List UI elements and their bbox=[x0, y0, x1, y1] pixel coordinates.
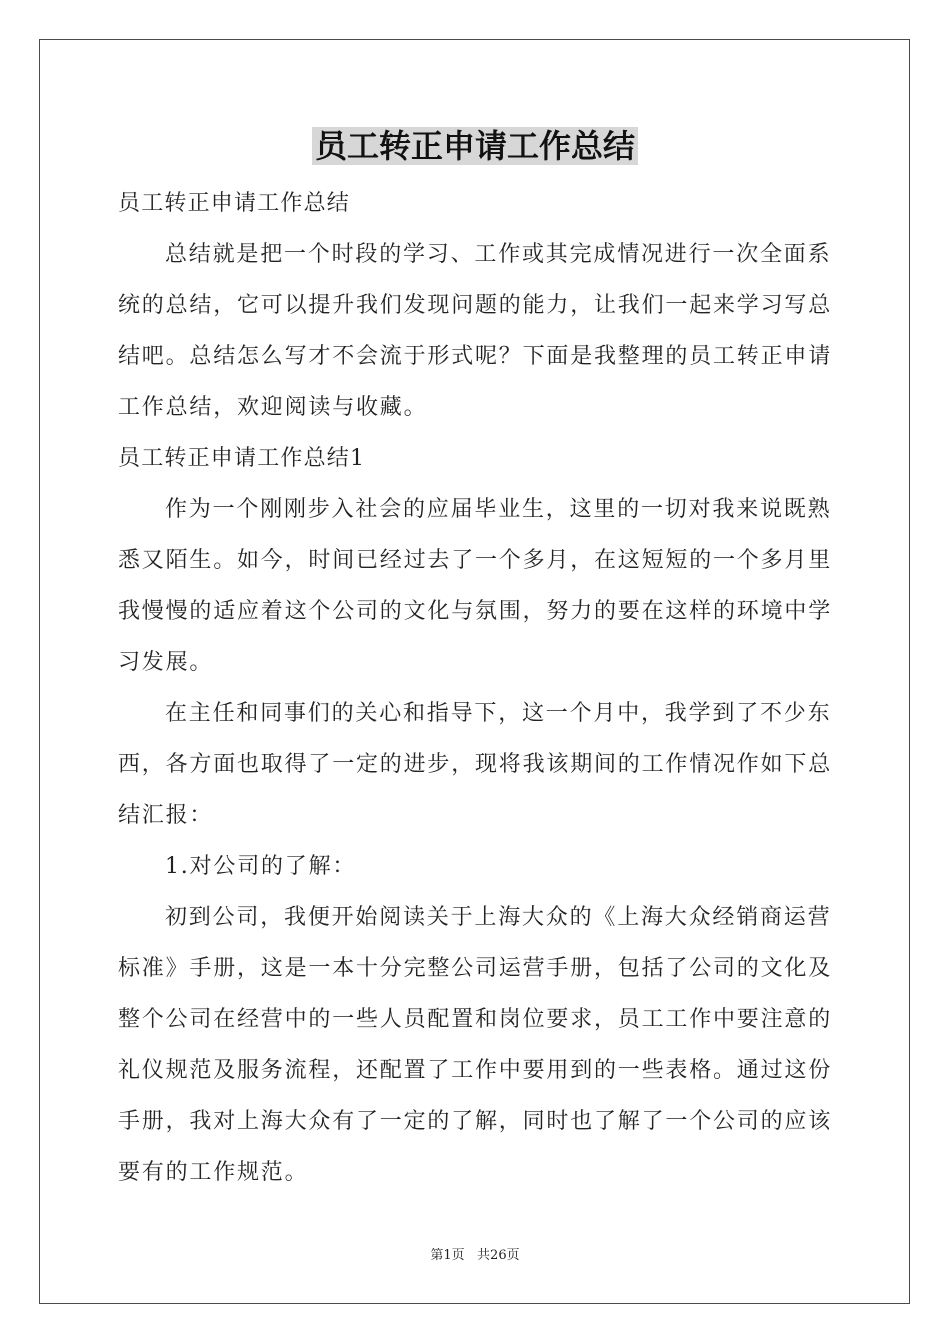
section-heading: 员工转正申请工作总结1 bbox=[118, 446, 366, 471]
page-footer: 第1页 共26页 bbox=[430, 1248, 520, 1263]
body-paragraph: 在主任和同事们的关心和指导下，这一个月中，我学到了不少东西，各方面也取得了一定的进步，现将我该期间的工作情况作如下总结汇报： bbox=[118, 701, 833, 828]
body-paragraph: 作为一个刚刚步入社会的应届毕业生，这里的一切对我来说既熟悉又陌生。如今，时间已经过去了一个多月，在这短短的一个多月里我慢慢的适应着这个公司的文化与氛围，努力的要在这样的环境中学习发展。 bbox=[118, 497, 833, 675]
intro-paragraph: 总结就是把一个时段的学习、工作或其完成情况进行一次全面系统的总结，它可以提升我们发现问题的能力，让我们一起来学习写总结吧。总结怎么写才不会流于形式呢？下面是我整理的员工转正申请工作总结，欢迎阅读与收藏。 bbox=[118, 242, 833, 420]
document-title bbox=[0, 124, 950, 168]
body-paragraph: 初到公司，我便开始阅读关于上海大众的《上海大众经销商运营标准》手册，这是一本十分完整公司运营手册，包括了公司的文化及整个公司在经营中的一些人员配置和岗位要求，员工工作中要注意的礼仪规范及服务流程，还配置了工作中要用到的一些表格。通过这份手册，我对上海大众有了一定的了解，同时也了解了一个公司的应该要有的工作规范。 bbox=[118, 905, 833, 1185]
document-title-text: 员工转正申请工作总结 bbox=[312, 127, 638, 165]
subtitle-paragraph: 员工转正申请工作总结 bbox=[118, 191, 351, 216]
document-body bbox=[118, 178, 836, 1198]
numbered-heading: 1.对公司的了解： bbox=[165, 854, 357, 879]
